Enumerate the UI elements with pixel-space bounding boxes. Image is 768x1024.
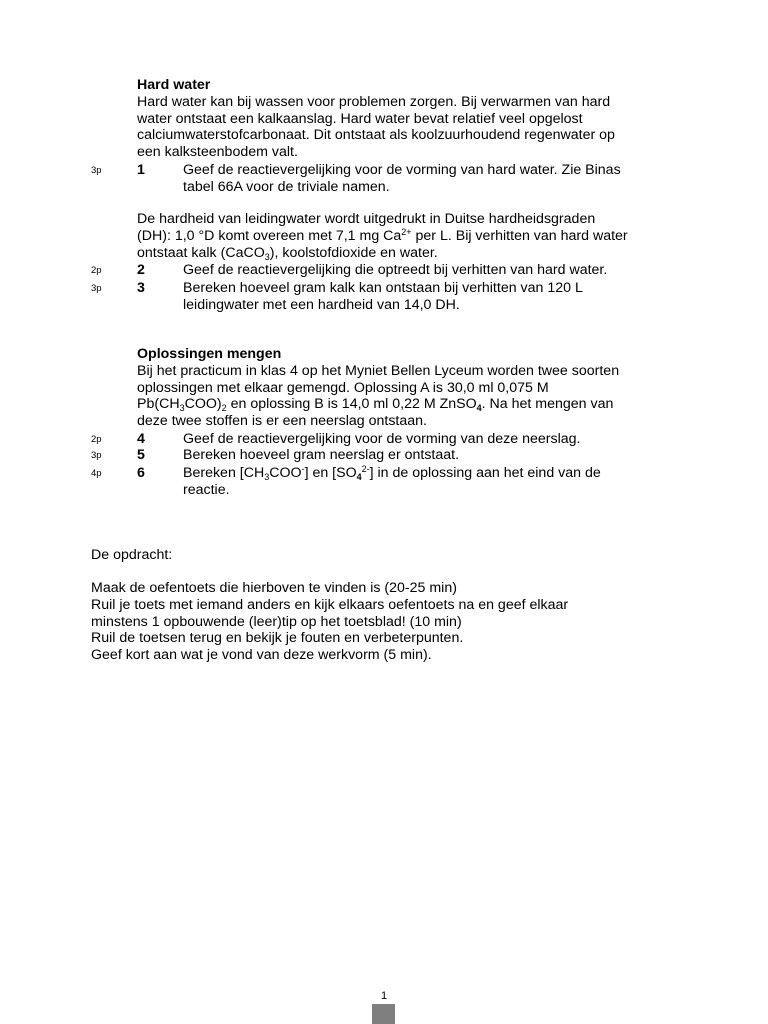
subscript: 3 [264,251,270,262]
question-line: Bereken hoeveel gram kalk kan ontstaan bij verhitten van 120 L [183,280,583,296]
section-hard-water [137,77,697,161]
question-line: reactie. [183,481,230,498]
paragraph-line [137,396,697,413]
section-oplossingen-mengen [137,346,697,430]
text-run: Pb(CH [137,396,180,413]
section-title: Oplossingen mengen [137,346,282,362]
question-number: 4 [137,431,145,447]
text-run: ] en [SO [304,465,357,481]
paragraph-line: oplossingen met elkaar gemengd. Oplossing A is 30,0 ml 0,075 M [137,379,549,396]
question-text [183,465,683,499]
question-points: 2p [91,265,102,276]
assignment-heading: De opdracht: [91,547,173,563]
question-number: 5 [137,447,145,463]
question-text [183,162,683,196]
text-run: ), koolstofdioxide en water. [269,244,438,261]
question-points: 3p [91,283,102,294]
paragraph-line: Bij het practicum in klas 4 op het Myniet Bellen Lyceum worden twee soorten [137,362,620,379]
question-points: 3p [91,450,102,461]
text-run: per L. Bij verhitten van hard water [411,227,628,244]
text-run: ] in de oplossing aan het eind van de [369,465,601,481]
assignment-heading-block [91,547,691,564]
subscript: 3 [179,403,185,414]
question-line: Geef de reactievergelijking voor de vorming van hard water. Zie Binas [183,162,621,178]
question-text: Geef de reactievergelijking die optreedt bij verhitten van hard water. [183,262,608,278]
page-number: 1 [380,990,388,1002]
text-run: COO [269,465,302,481]
subscript: 4 [356,472,362,482]
instruction-line: Maak de oefentoets die hierboven te vinden is (20-25 min) [91,580,457,596]
paragraph-line [137,228,697,245]
question-text [183,280,683,314]
question-line [183,465,683,482]
intro-line: Hard water kan bij wassen voor problemen zorgen. Bij verwarmen van hard [137,93,611,110]
section-title: Hard water [137,77,211,93]
instruction-line: Geef kort aan wat je vond van deze werkvorm (5 min). [91,647,432,664]
text-run: Bereken [CH [183,465,265,481]
subscript: 3 [264,472,270,482]
question-points: 4p [91,468,102,479]
text-run: (DH): 1,0 °D komt overeen met 7,1 mg Ca [137,227,402,244]
assignment-instructions [91,580,691,664]
subscript: 4 [476,403,482,414]
paragraph-line: deze twee stoffen is er een neerslag ontstaan. [137,413,427,430]
subscript: 2 [221,403,227,414]
question-text: Bereken hoeveel gram neerslag er ontstaat. [183,447,460,463]
question-points: 3p [91,165,102,176]
question-points: 2p [91,434,102,445]
intro-line: water ontstaat een kalkaanslag. Hard water bevat relatief veel opgelost [137,110,583,127]
text-run: en oplossing B is 14,0 ml 0,22 M ZnSO [226,396,477,413]
question-text: Geef de reactievergelijking voor de vorming van deze neerslag. [183,431,581,447]
paragraph-line: De hardheid van leidingwater wordt uitgedrukt in Duitse hardheidsgraden [137,211,596,227]
question-number: 6 [137,465,145,481]
superscript: 2- [361,464,370,474]
question-number: 2 [137,262,145,278]
page-footer-tab [372,1004,395,1024]
superscript: 2+ [401,226,412,237]
paragraph-line [137,245,697,262]
paragraph-hardness [137,211,697,261]
question-number: 1 [137,162,145,178]
question-number: 3 [137,280,145,296]
intro-line: een kalksteenbodem valt. [137,144,298,161]
question-line: leidingwater met een hardheid van 14,0 DH. [183,296,460,313]
text-run: COO) [184,396,222,413]
instruction-line: minstens 1 opbouwende (leer)tip op het toetsblad! (10 min) [91,613,462,630]
intro-line: calciumwaterstofcarbonaat. Dit ontstaat als koolzuurhoudend regenwater op [137,127,615,144]
question-line: tabel 66A voor de triviale namen. [183,178,390,195]
instruction-line: Ruil je toets met iemand anders en kijk elkaars oefentoets na en geef elkaar [91,596,569,613]
text-run: . Na het mengen van [481,396,614,413]
text-run: ontstaat kalk (CaCO [137,244,265,261]
superscript: - [301,464,305,474]
instruction-line: Ruil de toetsen terug en bekijk je fouten en verbeterpunten. [91,630,464,647]
